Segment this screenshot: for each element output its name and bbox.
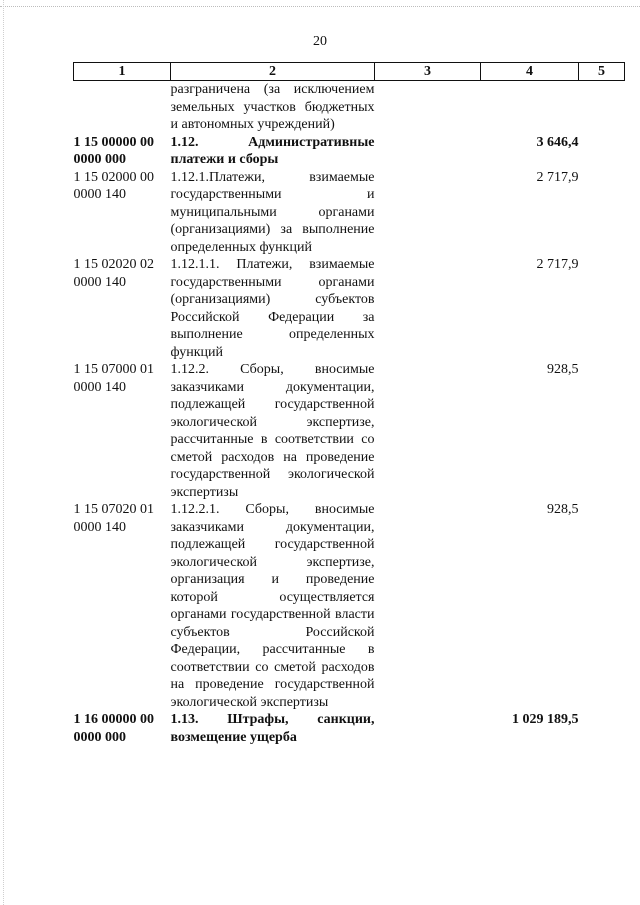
budget-revenue-table [73,62,625,746]
row-code: 1 16 00000 00 0000 000 [73,712,154,745]
table-row [74,134,625,169]
header-col-3: 3 [375,63,481,81]
column-5-cell [579,256,625,361]
row-code: 1 15 07000 01 0000 140 [73,362,154,395]
page-top-edge [0,6,640,7]
column-5-cell [579,81,625,134]
row-name: 1.13. Штрафы, санкции, возмещение ущерба [170,712,375,745]
row-name: 1.12.1.1. Платежи, взимаемые государственными органами (организациями) субъектов Российской Федерации за выполнение определенных функций [170,257,375,360]
row-name: 1.12. Административные платежи и сборы [170,134,375,167]
column-5-cell [579,361,625,501]
row-code: 1 15 07020 01 0000 140 [73,502,154,535]
table-row [74,361,625,501]
column-3-cell [375,361,481,501]
row-name: 1.12.2.1. Сборы, вносимые заказчиками документации, подлежащей государственной экологической экспертизе, организация и проведение которой осуществляется органами государственной власти субъектов Российской Федерации, рассчитанные в соответствии со сметой расходов на проведение государственной экологической экспертизы [170,502,375,710]
table-body [74,81,625,747]
column-3-cell [375,134,481,169]
column-3-cell [375,81,481,134]
amount-cell: 3 646,4 [536,134,579,150]
amount-cell: 928,5 [547,502,579,517]
table-row [74,501,625,711]
amount-cell: 1 029 189,5 [512,712,579,727]
amount-cell [481,81,579,134]
column-5-cell [579,501,625,711]
header-col-4: 4 [481,63,579,81]
header-col-2: 2 [171,63,375,81]
column-3-cell [375,169,481,257]
column-3-cell [375,501,481,711]
header-col-5: 5 [579,63,625,81]
table-header-row [74,63,625,81]
column-5-cell [579,711,625,746]
column-5-cell [579,169,625,257]
amount-cell: 2 717,9 [536,257,579,272]
column-3-cell [375,256,481,361]
amount-cell: 928,5 [547,362,579,377]
row-name: 1.12.2. Сборы, вносимые заказчиками документации, подлежащей государственной экологической экспертизе, рассчитанные в соответствии со сметой расходов на проведение государственной экологической экспертизы [170,362,375,500]
table-row [74,169,625,257]
row-code [74,81,171,134]
table-row [74,256,625,361]
row-code: 1 15 02000 00 0000 140 [73,169,154,202]
page-left-edge [3,0,4,905]
row-name: 1.12.1.Платежи, взимаемые государственными и муниципальными органами (организациями) за выполнение определенных функций [170,169,375,255]
row-name: разграниченa (за исключением земельных участков бюджетных и автономных учреждений) [170,82,375,132]
column-3-cell [375,711,481,746]
row-code: 1 15 02020 02 0000 140 [73,257,154,290]
column-5-cell [579,134,625,169]
table-row [74,81,625,134]
page-number: 20 [313,34,327,49]
row-code: 1 15 00000 00 0000 000 [73,134,154,167]
header-col-1: 1 [74,63,171,81]
table-row [74,711,625,746]
amount-cell: 2 717,9 [536,169,579,185]
